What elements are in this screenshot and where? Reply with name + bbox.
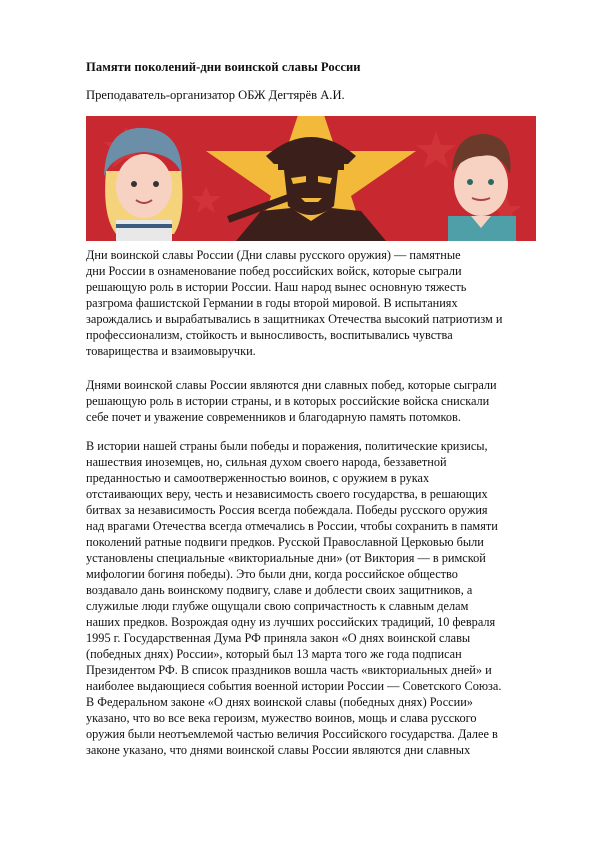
document-title: Памяти поколений-дни воинской славы России [86, 60, 361, 74]
paragraph-line: Днями воинской славы России являются дни славных побед, которые сыграли [86, 378, 497, 392]
banner-svg [86, 116, 536, 241]
paragraph-3 [86, 438, 541, 758]
paragraph-line: установлены специальные «викториальные дни» (от Виктория — в римской [86, 551, 486, 565]
paragraph-1 [86, 247, 541, 359]
paragraph-line: служилые люди глубже ощущали свою сопричастность к славным делам [86, 599, 469, 613]
paragraph-line: дни России в ознаменование побед российских войск, которые сыграли [86, 264, 462, 278]
paragraph-line: разгрома фашистской Германии в годы второй мировой. В испытаниях [86, 296, 458, 310]
paragraph-line: битвах за независимость Россия всегда побеждала. Победы русского оружия [86, 503, 488, 517]
document-author: Преподаватель-организатор ОБЖ Дегтярёв А.И. [86, 88, 345, 102]
paragraph-line: указано, что во все века героизм, мужество воинов, мощь и слава русского [86, 711, 477, 725]
paragraph-line: Президентом РФ. В список праздников вошла часть «викториальных дней» и [86, 663, 492, 677]
paragraph-line: воздавало дань воинскому подвигу, славе и доблести своих защитников, а [86, 583, 473, 597]
paragraph-line: товарищества и взаимовыручки. [86, 344, 256, 358]
paragraph-line: отстаивающих веру, честь и независимость своего государства, в решающих [86, 487, 488, 501]
paragraph-line: профессионализм, стойкость и выносливость, воспитывались чувства [86, 328, 453, 342]
paragraph-line: В Федеральном законе «О днях воинской славы (победных днях) России» [86, 695, 473, 709]
paragraph-line: решающую роль в истории страны, и в которых российские войска снискали [86, 394, 490, 408]
paragraph-line: наиболее выдающиеся события военной истории России — Советского Союза. [86, 679, 502, 693]
paragraph-line: себе почет и уважение современников и благодарную память потомков. [86, 410, 461, 424]
banner-illustration [86, 116, 536, 241]
paragraph-line: нашествия иноземцев, но, сильная духом своего народа, беззаветной [86, 455, 447, 469]
paragraph-line: мифологии богиня победы). Это были дни, когда российское общество [86, 567, 458, 581]
paragraph-line: законе указано, что днями воинской славы России являются дни славных [86, 743, 471, 757]
paragraph-line: Дни воинской славы России (Дни славы русского оружия) — памятные [86, 248, 461, 262]
paragraph-line: преданностью и самоотверженностью воинов, с оружием в руках [86, 471, 430, 485]
paragraph-line: наших предков. Возрождая одну из лучших российских традиций, 10 февраля [86, 615, 496, 629]
paragraph-line: 1995 г. Государственная Дума РФ приняла закон «О днях воинской славы [86, 631, 471, 645]
paragraph-line: (победных днях) России», который был 13 марта того же года подписан [86, 647, 462, 661]
girl-character [104, 128, 182, 241]
paragraph-line: решающую роль в истории России. Наш народ вынес основную тяжесть [86, 280, 467, 294]
boy-character [448, 134, 516, 241]
paragraph-line: поколений ратные подвиги предков. Русской Православной Церковью были [86, 535, 484, 549]
paragraph-2 [86, 377, 541, 425]
paragraph-line: зарождались и вырабатывались в защитниках Отечества высокий патриотизм и [86, 312, 503, 326]
paragraph-line: оружия были неотъемлемой частью величия Российского государства. Далее в [86, 727, 498, 741]
paragraph-line: В истории нашей страны были победы и поражения, политические кризисы, [86, 439, 488, 453]
paragraph-line: над врагами Отечества всегда отмечались в России, чтобы сохранить в памяти [86, 519, 498, 533]
